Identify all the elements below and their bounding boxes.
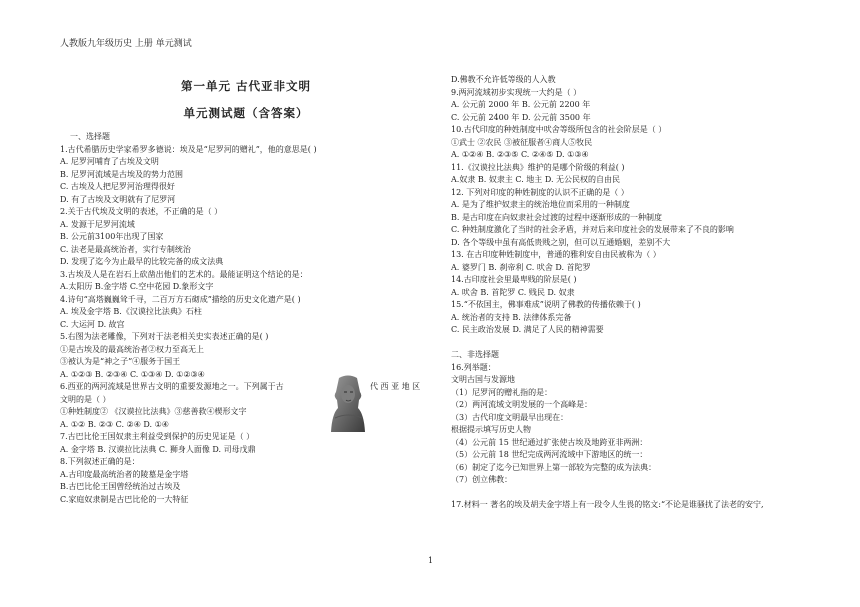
question-line: C. 公元前 2400 年 D. 公元前 3500 年 (451, 112, 591, 122)
question-line: （4）公元前 15 世纪通过扩张使古埃及地跨亚非两洲： (451, 437, 648, 447)
question-line: A. 婆罗门 B. 刹帝利 C. 吠舍 D. 首陀罗 (451, 262, 591, 272)
question-line: B. 是古印度在向奴隶社会过渡的过程中逐渐形成的一种制度 (451, 212, 662, 222)
question-line: （5）公元前 18 世纪完成两河流域中下游地区的统一： (451, 450, 648, 459)
question-line: A.古印度最高统治者的陵墓是金字塔 (60, 469, 189, 479)
question-line: 12. 下列对印度的种姓制度的认识不正确的是（ ） (451, 187, 629, 197)
right-column (451, 0, 836, 512)
question-line: 根据提示填写历史人物 (451, 425, 531, 434)
question-line: （2）两河流域文明发展的一个高峰是： (451, 400, 593, 409)
question-line: C.家庭奴隶制是古巴比伦的一大特征 (60, 494, 189, 504)
question-line: D.佛教不允许低等级的人入教 (451, 75, 556, 84)
question-line (451, 337, 836, 350)
question-line: A. 金字塔 B. 汉谟拉比法典 C. 狮身人面像 D. 司母戊鼎 (60, 444, 256, 454)
question-line: 15.“不依国主，佛事难成”说明了佛教的传播依赖于( ) (451, 300, 641, 309)
question-line: A.太阳历 B.金字塔 C.空中花园 D.象形文字 (60, 282, 214, 291)
question-line: A.奴隶 B. 奴隶主 C. 地主 D. 无公民权的自由民 (451, 175, 621, 184)
section-choice-heading: 一、选择题 (70, 132, 110, 141)
page-number: 1 (428, 556, 434, 565)
question-line: （6）制定了迄今已知世界上第一部较为完整的成为法典： (451, 462, 657, 472)
unit-title: 第一单元 古代亚非文明 (180, 79, 311, 93)
question-line: A. ①②③ B. ②③④ C. ①③④ D. ①②③④ (60, 369, 205, 379)
question-line: 9.两河流域初步实现统一大约是（ ） (451, 87, 582, 97)
question-line: ①种姓制度② 《汉谟拉比法典》③慈善救④楔形文字 (60, 407, 247, 416)
question-line: 4.诗句“高塔巍巍耸千寻，二百万方石砌成”描绘的历史文化遗产是( ) (60, 294, 301, 304)
question-line: C. 民主政治发展 D. 满足了人民的精神需要 (451, 325, 604, 334)
question-line: ③被认为是“神之子”④服务于国王 (60, 357, 181, 366)
question-line: 11.《汉谟拉比法典》维护的是哪个阶级的利益( ) (451, 162, 625, 172)
question-6-text-left: 6.西亚的两河流域是世界古文明的重要发源地之一。下列属于古 (60, 382, 284, 391)
question-line: C. 种姓制度激化了当时的社会矛盾，并对后来印度社会的发展带来了不良的影响 (451, 225, 734, 234)
question-6-text-right: 代 西 亚 地 区 (370, 382, 421, 391)
question-line: A. 公元前 2000 年 B. 公元前 2200 年 (451, 100, 591, 109)
question-line: A. 吠舍 B. 首陀罗 C. 贱民 D. 奴隶 (451, 287, 575, 297)
question-line: A. 尼罗河哺育了古埃及文明 (60, 157, 159, 166)
question-line: 3.古埃及人是在岩石上砍凿出他们的艺术的。最能证明这个结论的是： (60, 269, 308, 279)
question-line: A. ①②④ B. ②③⑤ C. ②④⑤ D. ①③④ (451, 150, 589, 159)
question-line: 1.古代希腊历史学家希罗多德说：埃及是“尼罗河的赠礼”，他的意思是( ) (60, 144, 317, 154)
question-line: 10.古代印度的种姓制度中吠舍等级所包含的社会阶层是（ ） (451, 125, 667, 134)
question-line: D. 有了古埃及文明就有了尼罗河 (60, 194, 176, 204)
test-subtitle: 单元测试题（含答案） (183, 105, 309, 120)
question-line: 文明的是（ ） (60, 394, 111, 404)
pharaoh-statue-image (327, 374, 369, 432)
question-line: 13. 在古印度种姓制度中，普通的雅利安自由民被称为（ ） (451, 250, 661, 259)
question-line: B. 公元前3100年出现了国家 (60, 232, 164, 241)
question-line: 5.右图为法老雕像，下列对于法老相关史实表述正确的是( ) (60, 332, 269, 341)
question-line: 2.关于古代埃及文明的表述，不正确的是（ ） (60, 207, 223, 216)
question-list-left-2 (60, 394, 432, 507)
question-line: 14.古印度社会里最卑贱的阶层是( ) (451, 275, 577, 284)
question-line: 16.列举题： (451, 362, 496, 372)
question-line: 二、非选择题 (451, 350, 499, 359)
question-line: B.古巴比伦王国曾经统治过古埃及 (60, 482, 181, 491)
question-line: A. 发源于尼罗河流域 (60, 219, 135, 229)
question-line: 7.古巴比伦王国奴隶主利益受到保护的历史见证是（ ） (60, 432, 255, 441)
question-line: A. 统治者的支持 B. 法律体系完备 (451, 312, 572, 322)
question-line: ①是古埃及的最高统治者②权力至高无上 (60, 344, 204, 354)
question-line: （7）创立佛教： (451, 475, 513, 484)
question-line: C. 古埃及人把尼罗河治理得很好 (60, 182, 175, 191)
question-line: C. 大运河 D. 故宫 (60, 319, 125, 329)
question-line: A. 是为了维护奴隶主的统治地位而采用的一种制度 (451, 200, 630, 209)
question-line: ①武士 ②农民 ③被征服者④商人⑤牧民 (451, 137, 593, 147)
question-list-left (60, 144, 432, 382)
question-6-line (60, 381, 432, 394)
question-line: 文明古国与发源地 (451, 375, 515, 384)
question-line: A. 埃及金字塔 B.《汉谟拉比法典》石柱 (60, 307, 202, 316)
question-line: 17.材料一 著名的埃及胡夫金字塔上有一段令人生畏的铭文:“不论是谁骚扰了法老的安宁, (451, 500, 764, 509)
question-line: （3）古代印度文明最早出现在： (451, 412, 569, 422)
left-column (60, 0, 432, 506)
question-line: D. 各个等级中虽有高低贵贱之别，但可以互通婚姻，差别不大 (451, 237, 671, 247)
question-list-right (451, 74, 836, 512)
running-header: 人教版九年级历史 上册 单元测试 (60, 39, 192, 49)
question-line: D. 发现了迄今为止最早的比较完备的成文法典 (60, 257, 224, 266)
question-line: B. 尼罗河流域是古埃及的势力范围 (60, 169, 183, 179)
question-line: A. ①② B. ②③ C. ②④ D. ①④ (60, 419, 169, 429)
question-line (451, 487, 836, 500)
question-line: 8.下列叙述正确的是： (60, 457, 140, 466)
question-line: C. 法老是最高统治者，实行专制统治 (60, 244, 191, 254)
question-line: （1）尼罗河的赠礼指的是： (451, 387, 553, 397)
